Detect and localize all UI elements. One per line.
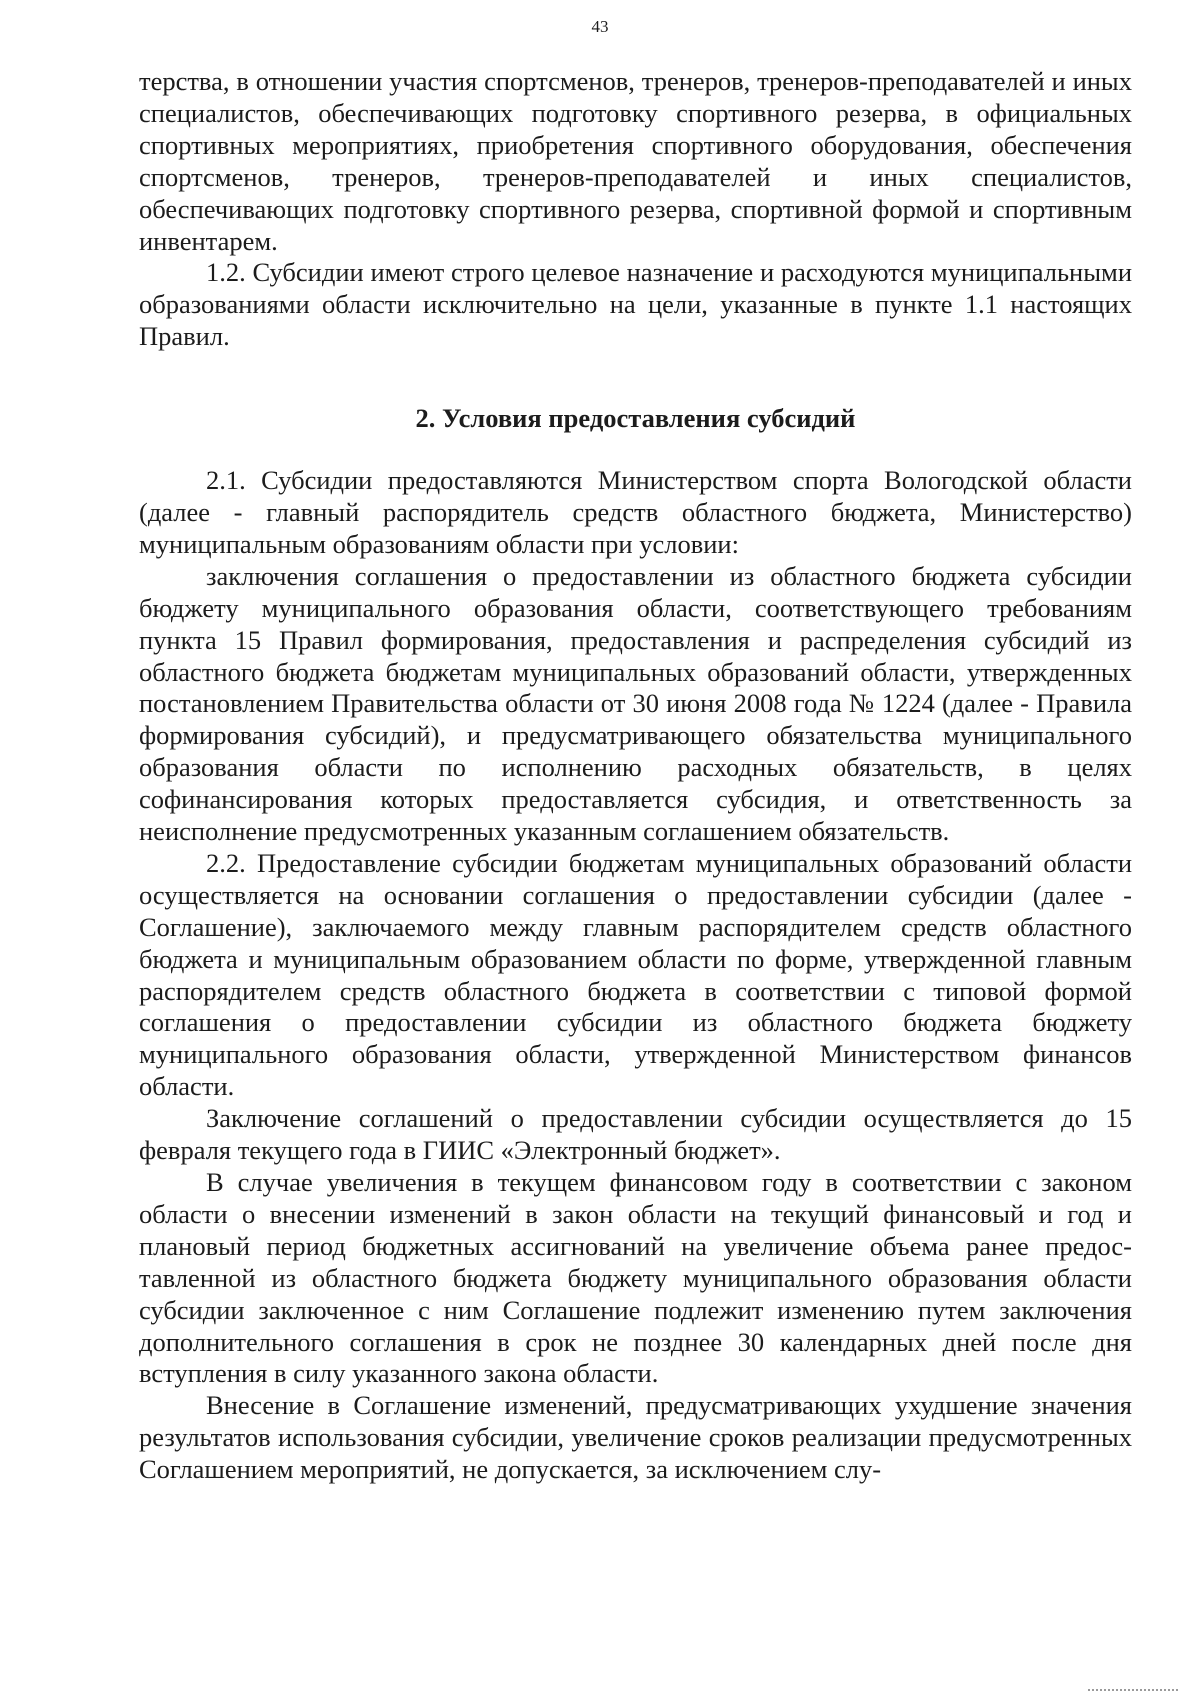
paragraph-amendments: Внесение в Соглашение изменений, предусматривающих ухудшение значения результатов использования субсидии, увеличение сроков реализации предусмотренных Соглашением мероприятий, не допускается, за исключением слу- (139, 1390, 1132, 1485)
paragraph-continuation: терства, в отношении участия спортсменов, тренеров, тренеров-преподавателей и иных специалистов, обеспечивающих подготовку спортивного резерва, в официальных спортивных мероприятиях, приобретения спортивного оборудования, обеспечения спортсменов, тренеров, тренеров-преподавателей и иных специалистов, обеспечивающих подготовку спортивного резерва, спортивной формой и спортивным инвентарем. (139, 66, 1132, 256)
paragraph-1-2: 1.2. Субсидии имеют строго целевое назначение и расходуются муниципальными образованиями области исключительно на цели, указанные в пункте 1.1 настоящих Правил. (139, 257, 1132, 352)
paragraph-agreement-condition: заключения соглашения о предоставлении из областного бюджета субсидии бюджету муниципального образования области, соответствующего требованиям пункта 15 Правил формирования, предоставления и распределения субсидий из областного бюджета бюджетам муниципальных образований области, утвержденных постановлением Правительства области от 30 июня 2008 года № 1224 (далее - Правила формирования субсидий), и предусматривающего обязательства муниципального образования области по исполнению расходных обязательств, в целях софинансирования которых предоставляется субсидия, и ответственность за неисполнение предусмотренных указанным соглашением обязательств. (139, 560, 1132, 847)
footer-scan-mark (1088, 1689, 1178, 1691)
document-body (139, 66, 1132, 1486)
paragraph-2-2: 2.2. Предоставление субсидии бюджетам муниципальных образований области осуществляется на основании соглашения о предоставлении субсидии (далее - Соглашение), заключаемого между главным распорядителем средств областного бюджета и муниципальным образованием области по форме, утвержденной главным распорядителем средств областного бюджета в соответствии с типовой формой соглашения о предоставлении субсидии из областного бюджета бюджету муниципального образования области, утвержденной Министерством финансов области. (139, 847, 1132, 1102)
paragraph-budget-increase: В случае увеличения в текущем финансовом году в соответствии с законом области о внесении изменений в закон области на текущий финансовый и год и плановый период бюджетных ассигнований на увеличение объема ранее предоставленной из областного бюджета бюджету муниципального образования области субсидии заключенное с ним Соглашение подлежит изменению путем заключения дополнительного соглашения в срок не позднее 30 календарных дней после дня вступления в силу указанного закона области. (139, 1167, 1132, 1389)
section-heading: 2. Условия предоставления субсидий (415, 403, 856, 434)
page-number: 43 (591, 17, 609, 36)
paragraph-2-1: 2.1. Субсидии предоставляются Министерством спорта Вологодской области (далее - главный распорядитель средств областного бюджета, Министерство) муниципальным образованиям области при условии: (139, 465, 1132, 559)
paragraph-agreement-deadline: Заключение соглашений о предоставлении субсидии осуществляется до 15 февраля текущего года в ГИИС «Электронный бюджет». (139, 1103, 1132, 1166)
